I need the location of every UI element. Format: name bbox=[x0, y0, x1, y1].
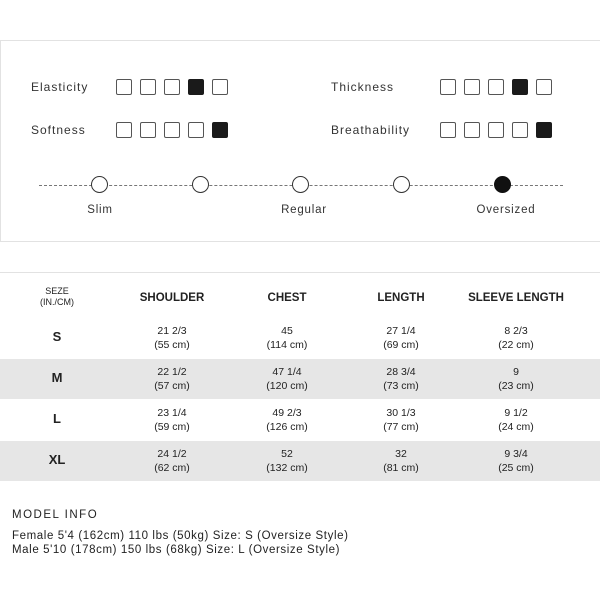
sleeve-cell bbox=[498, 324, 534, 352]
rating-box bbox=[140, 79, 156, 95]
size-cell: M bbox=[51, 370, 63, 385]
length-cell bbox=[383, 365, 419, 393]
table-header-row bbox=[0, 273, 600, 317]
chest-cm: (114 cm) bbox=[266, 339, 308, 351]
sleeve-inches: 8 2/3 bbox=[504, 325, 528, 337]
attr-softness bbox=[31, 120, 86, 140]
shoulder-inches: 22 1/2 bbox=[157, 366, 187, 378]
rating-box bbox=[440, 122, 456, 138]
chest-cell bbox=[266, 447, 307, 475]
model-info-female: Female 5'4 (162cm) 110 lbs (50kg) Size: S (Oversize Style) bbox=[12, 530, 349, 542]
fit-label-oversized: Oversized bbox=[476, 204, 536, 216]
sleeve-inches: 9 bbox=[513, 366, 519, 378]
shoulder-inches: 21 2/3 bbox=[157, 325, 187, 337]
shoulder-cell bbox=[154, 365, 190, 393]
size-col-title: SEZE bbox=[45, 286, 69, 296]
rating-box bbox=[164, 79, 180, 95]
rating-box bbox=[440, 79, 456, 95]
table-row bbox=[0, 399, 600, 441]
fit-dot bbox=[494, 176, 511, 193]
elasticity-rating bbox=[116, 79, 228, 95]
shoulder-cm: (55 cm) bbox=[154, 339, 190, 351]
table-row bbox=[0, 359, 600, 399]
length-cm: (77 cm) bbox=[383, 421, 419, 433]
chest-inches: 47 1/4 bbox=[272, 366, 302, 378]
shoulder-cm: (59 cm) bbox=[154, 421, 190, 433]
rating-box bbox=[536, 122, 552, 138]
sleeve-cell bbox=[498, 365, 534, 393]
size-cell: S bbox=[52, 329, 62, 344]
shoulder-inches: 23 1/4 bbox=[157, 407, 187, 419]
rating-box bbox=[488, 79, 504, 95]
size-cell: XL bbox=[48, 452, 66, 467]
table-row bbox=[0, 317, 600, 359]
rating-box bbox=[188, 122, 204, 138]
rating-box bbox=[116, 79, 132, 95]
length-cell bbox=[383, 406, 419, 434]
attr-elasticity bbox=[31, 77, 88, 97]
fit-label-regular: Regular bbox=[281, 204, 327, 216]
rating-box bbox=[164, 122, 180, 138]
model-info-male: Male 5'10 (178cm) 150 lbs (68kg) Size: L (Oversize Style) bbox=[12, 544, 341, 556]
fit-dot bbox=[393, 176, 410, 193]
sleeve-col-header: SLEEVE LENGTH bbox=[468, 292, 564, 304]
size-cell: L bbox=[53, 411, 61, 426]
breathability-rating bbox=[440, 122, 552, 138]
chest-cm: (120 cm) bbox=[266, 380, 308, 392]
sleeve-cm: (25 cm) bbox=[498, 462, 534, 474]
rating-box bbox=[212, 79, 228, 95]
shoulder-col-header: SHOULDER bbox=[139, 292, 205, 304]
rating-box bbox=[464, 79, 480, 95]
length-cm: (69 cm) bbox=[383, 339, 419, 351]
rating-box bbox=[512, 122, 528, 138]
size-chart-table bbox=[0, 272, 600, 482]
chest-cm: (132 cm) bbox=[266, 462, 308, 474]
table-row bbox=[0, 441, 600, 481]
chest-inches: 45 bbox=[281, 325, 293, 337]
rating-box bbox=[488, 122, 504, 138]
model-info-title: MODEL INFO bbox=[12, 509, 99, 521]
rating-box bbox=[116, 122, 132, 138]
softness-rating bbox=[116, 122, 228, 138]
shoulder-cell bbox=[154, 406, 190, 434]
rating-box bbox=[140, 122, 156, 138]
sleeve-cm: (24 cm) bbox=[498, 421, 534, 433]
shoulder-cm: (62 cm) bbox=[154, 462, 190, 474]
size-col-unit: (IN./CM) bbox=[40, 297, 74, 307]
length-cell bbox=[383, 324, 419, 352]
chest-inches: 49 2/3 bbox=[272, 407, 302, 419]
attr-label: Breathability bbox=[331, 123, 411, 137]
attr-label: Thickness bbox=[331, 80, 395, 94]
shoulder-inches: 24 1/2 bbox=[157, 448, 187, 460]
attr-label: Softness bbox=[31, 123, 86, 137]
shoulder-cell bbox=[154, 324, 190, 352]
length-col-header: LENGTH bbox=[377, 292, 425, 304]
sleeve-inches: 9 1/2 bbox=[504, 407, 528, 419]
rating-box bbox=[212, 122, 228, 138]
rating-box bbox=[512, 79, 528, 95]
chest-col-header: CHEST bbox=[267, 292, 307, 304]
length-cm: (81 cm) bbox=[383, 462, 419, 474]
shoulder-cm: (57 cm) bbox=[154, 380, 190, 392]
rating-box bbox=[188, 79, 204, 95]
attr-breathability bbox=[331, 120, 410, 140]
attr-label: Elasticity bbox=[31, 80, 89, 94]
sleeve-cm: (23 cm) bbox=[498, 380, 534, 392]
fit-label-slim: Slim bbox=[87, 204, 113, 216]
sleeve-inches: 9 3/4 bbox=[504, 448, 528, 460]
length-inches: 30 1/3 bbox=[386, 407, 416, 419]
fit-dot bbox=[192, 176, 209, 193]
length-cell bbox=[383, 447, 419, 475]
sleeve-cell bbox=[498, 447, 534, 475]
length-inches: 27 1/4 bbox=[386, 325, 416, 337]
length-inches: 32 bbox=[395, 448, 407, 460]
chest-cell bbox=[266, 365, 307, 393]
rating-box bbox=[464, 122, 480, 138]
chest-inches: 52 bbox=[281, 448, 293, 460]
shoulder-cell bbox=[154, 447, 190, 475]
length-cm: (73 cm) bbox=[383, 380, 419, 392]
fit-dot bbox=[292, 176, 309, 193]
chest-cm: (126 cm) bbox=[266, 421, 308, 433]
thickness-rating bbox=[440, 79, 552, 95]
length-inches: 28 3/4 bbox=[386, 366, 416, 378]
fabric-attributes-panel bbox=[0, 40, 600, 242]
fit-dot bbox=[91, 176, 108, 193]
rating-box bbox=[536, 79, 552, 95]
chest-cell bbox=[266, 406, 307, 434]
chest-cell bbox=[267, 324, 308, 352]
attr-thickness bbox=[331, 77, 394, 97]
sleeve-cell bbox=[498, 406, 534, 434]
size-col-header bbox=[40, 286, 74, 308]
sleeve-cm: (22 cm) bbox=[498, 339, 534, 351]
